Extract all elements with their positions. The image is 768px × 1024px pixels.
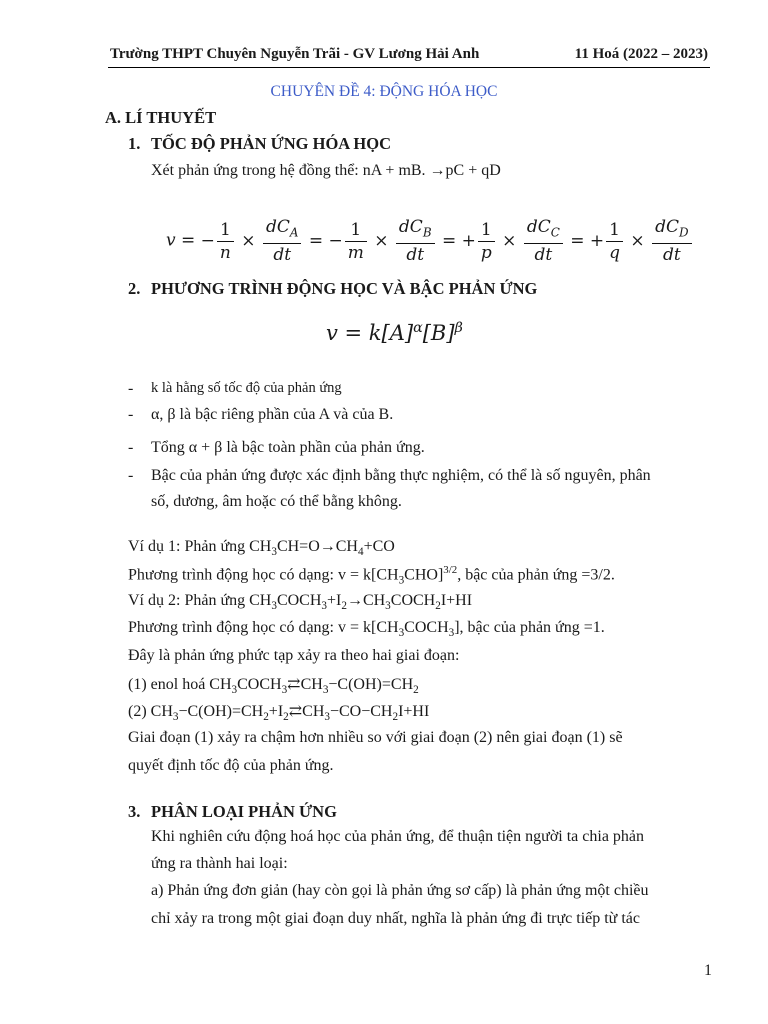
bullet-dash: -	[128, 439, 134, 456]
step-1: (1) enol hoá $CH_3COCH_3⇄CH_3-C(OH)=CH_2$	[128, 676, 419, 697]
bullet-dash: -	[128, 467, 134, 484]
formula-eq: =	[564, 230, 590, 251]
example-2: Ví dụ 2: Phản ứng $CH_3COCH_3+I_2\to CH_3COCH_2I+HI$	[128, 592, 473, 613]
section-3-line: a) Phản ứng đơn giản (hay còn gọi là phản ứng sơ cấp) là phản ứng một chiều	[151, 882, 649, 899]
page-number: 1	[704, 962, 712, 979]
bullet-item: Bậc của phản ứng được xác định bằng thực nghiệm, có thể là số nguyên, phân	[151, 467, 651, 484]
formula-derivative-fraction: $\frac{dC_C}{dt}$	[524, 216, 563, 266]
formula-eq: =	[303, 230, 329, 251]
bullet-item-continued: số, dương, âm hoặc có thể bằng không.	[151, 493, 402, 510]
formula-times: ×	[625, 230, 651, 251]
conclusion-line-2: quyết định tốc độ của phản ứng.	[128, 757, 334, 774]
step-2: (2) $CH_3-C(OH)=CH_2+I_2⇄CH_3-CO-CH_2I+HI$	[128, 703, 430, 724]
section-3-number: 3.	[128, 802, 141, 821]
kinetic-equation	[326, 320, 463, 345]
formula-derivative-fraction: $\frac{dC_B}{dt}$	[396, 216, 435, 266]
chapter-title: CHUYÊN ĐỀ 4: ĐỘNG HÓA HỌC	[270, 83, 498, 100]
formula-eq: =	[181, 230, 196, 251]
formula-coef-fraction: $\frac{1}{q}$	[606, 219, 623, 264]
conclusion-line-1: Giai đoạn (1) xảy ra chậm hơn nhiều so với giai đoạn (2) nên giai đoạn (1) sẽ	[128, 729, 623, 746]
kinetic-alpha: α	[413, 320, 423, 336]
bullet-dash: -	[128, 406, 134, 423]
kinetic-lhs: v = k[A]	[326, 321, 414, 345]
formula-coef-fraction: $\frac{1}{n}$	[217, 219, 234, 264]
bullet-item: α, β là bậc riêng phần của A và của B.	[151, 406, 394, 423]
rate-formula	[166, 216, 694, 266]
part-a-heading: A. LÍ THUYẾT	[105, 108, 217, 127]
section-3-title: PHÂN LOẠI PHẢN ỨNG	[151, 802, 337, 821]
formula-sign: −	[200, 230, 215, 251]
section-3-line: Khi nghiên cứu động hoá học của phản ứng, để thuận tiện người ta chia phản	[151, 828, 645, 845]
bullet-item: Tổng α + β là bậc toàn phần của phản ứng.	[151, 439, 425, 456]
formula-sign: +	[461, 230, 476, 251]
formula-coef-fraction: $\frac{1}{p}$	[478, 219, 495, 264]
example-1: Ví dụ 1: Phản ứng $CH_3CH=O\to CH_4+CO$	[128, 538, 395, 559]
complex-reaction-note: Đây là phản ứng phức tạp xảy ra theo hai giai đoạn:	[128, 647, 460, 664]
formula-eq: =	[436, 230, 462, 251]
example-1-rate-law: Phương trình động học có dạng: $v = k[CH_3CHO]^{3/2}$, bậc của phản ứng =3/2.	[128, 564, 615, 587]
section-1-number: 1.	[128, 134, 141, 153]
section-3-line: chỉ xảy ra trong một giai đoạn duy nhất, nghĩa là phản ứng đi trực tiếp từ tác	[151, 910, 640, 927]
header-class-year: 11 Hoá (2022 – 2023)	[574, 46, 708, 62]
bullet-dash: -	[128, 380, 134, 397]
formula-sign: −	[328, 230, 343, 251]
section-2-number: 2.	[128, 279, 141, 298]
kinetic-beta: β	[454, 320, 463, 336]
header-divider	[108, 67, 710, 68]
formula-sign: +	[589, 230, 605, 251]
section-3-line: ứng ra thành hai loại:	[151, 855, 288, 872]
formula-v: v	[166, 230, 176, 251]
header-school-teacher: Trường THPT Chuyên Nguyễn Trãi - GV Lương Hải Anh	[110, 46, 480, 62]
formula-derivative-fraction: $\frac{dC_A}{dt}$	[263, 216, 301, 266]
formula-coef-fraction: $\frac{1}{m}$	[345, 219, 367, 264]
kinetic-b: [B]	[422, 321, 455, 345]
formula-times: ×	[496, 230, 522, 251]
section-1-text: Xét phản ứng trong hệ đồng thể: nA + mB. →pC + qD	[151, 162, 501, 179]
section-1-title: TỐC ĐỘ PHẢN ỨNG HÓA HỌC	[151, 134, 392, 153]
formula-times: ×	[368, 230, 394, 251]
formula-terms	[200, 217, 694, 266]
formula-derivative-fraction: $\frac{dC_D}{dt}$	[652, 216, 691, 266]
section-2-title: PHƯƠNG TRÌNH ĐỘNG HỌC VÀ BẬC PHẢN ỨNG	[151, 279, 538, 298]
example-2-rate-law: Phương trình động học có dạng: $v = k[CH_3COCH_3]$, bậc của phản ứng =1.	[128, 619, 605, 640]
formula-times: ×	[235, 230, 261, 251]
bullet-item: k là hằng số tốc độ của phản ứng	[151, 380, 342, 396]
